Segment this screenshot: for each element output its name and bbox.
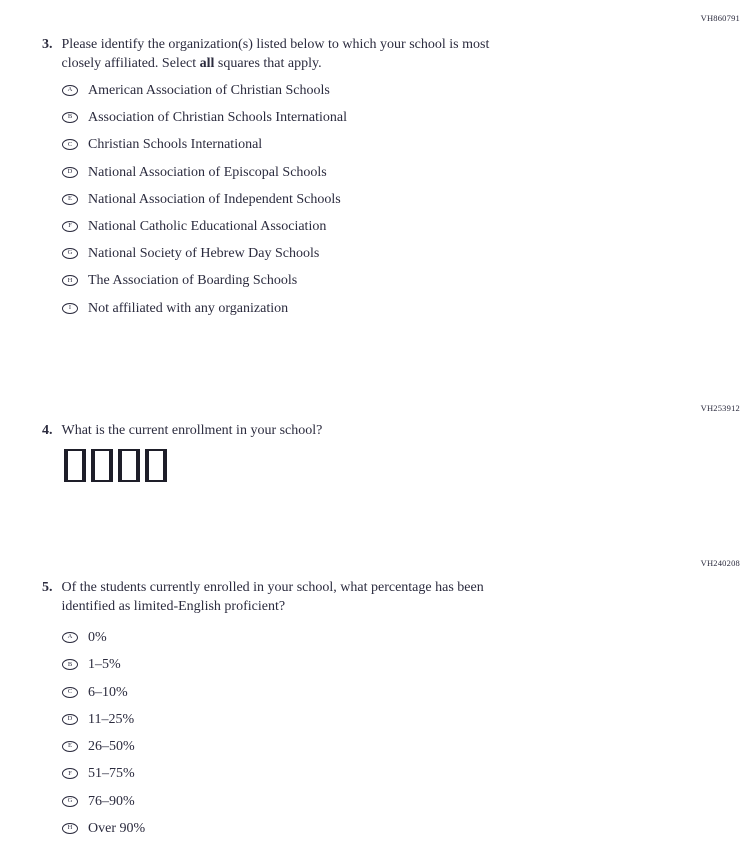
option-label: Not affiliated with any organization (88, 300, 289, 316)
answer-bubble[interactable] (62, 85, 78, 96)
bubble-letter: F (68, 221, 72, 229)
option-row (62, 191, 347, 208)
option-row (62, 218, 347, 235)
question-code-4: VH253912 (700, 403, 740, 413)
question-number: 3. (42, 37, 53, 52)
option-row (62, 684, 145, 701)
bubble-letter: C (67, 687, 73, 695)
option-label: National Association of Independent Schools (88, 191, 341, 207)
option-row (62, 272, 347, 289)
bubble-letter: C (67, 140, 73, 148)
option-label: 6–10% (88, 684, 128, 700)
question-5-options (62, 629, 145, 837)
answer-bubble[interactable] (62, 248, 78, 259)
bubble-letter: G (67, 796, 73, 804)
bubble-letter: A (67, 633, 73, 641)
digit-box[interactable] (64, 449, 86, 482)
option-label: National Association of Episcopal Schools (88, 164, 327, 180)
answer-bubble[interactable] (62, 632, 78, 643)
question-prompt (62, 578, 484, 616)
question-3-options (62, 82, 347, 317)
option-label: The Association of Boarding Schools (88, 273, 298, 289)
prompt-line-1: Please identify the organization(s) listed below to which your school is most (61, 37, 490, 52)
digit-box[interactable] (118, 449, 140, 482)
option-label: 76–90% (88, 793, 135, 809)
answer-bubble[interactable] (62, 768, 78, 779)
answer-bubble[interactable] (62, 823, 78, 834)
answer-bubble[interactable] (62, 221, 78, 232)
option-label: 26–50% (88, 739, 135, 755)
bubble-letter: E (68, 194, 72, 202)
bubble-letter: H (67, 276, 73, 284)
option-row (62, 136, 347, 153)
question-prompt (62, 421, 323, 440)
digit-box[interactable] (91, 449, 113, 482)
question-number: 4. (42, 423, 53, 438)
question-4 (42, 421, 322, 440)
option-label: Association of Christian Schools International (88, 110, 347, 126)
answer-bubble[interactable] (62, 714, 78, 725)
bubble-letter: E (68, 742, 72, 750)
option-row (62, 793, 145, 810)
option-row (62, 765, 145, 782)
prompt-line-1: Of the students currently enrolled in your school, what percentage has been (61, 580, 484, 595)
option-label: 0% (88, 630, 107, 645)
option-row (62, 245, 347, 262)
prompt-line-2c: squares that apply. (214, 56, 322, 71)
option-label: 1–5% (88, 657, 121, 673)
bubble-letter: A (67, 86, 73, 94)
question-5 (42, 578, 484, 616)
option-label: National Catholic Educational Association (88, 218, 327, 234)
bubble-letter: B (67, 660, 73, 668)
prompt-line-2: identified as limited-English proficient? (61, 599, 286, 614)
option-label: Christian Schools International (88, 137, 263, 153)
question-number: 5. (42, 580, 53, 595)
option-label: 11–25% (88, 711, 135, 727)
answer-bubble[interactable] (62, 194, 78, 205)
option-row (62, 300, 347, 317)
answer-bubble[interactable] (62, 687, 78, 698)
option-row (62, 164, 347, 181)
answer-bubble[interactable] (62, 112, 78, 123)
bubble-letter: D (67, 167, 73, 175)
option-row (62, 738, 145, 755)
bubble-letter: H (67, 824, 73, 832)
bubble-letter: F (68, 769, 72, 777)
answer-bubble[interactable] (62, 659, 78, 670)
prompt-bold-all: all (199, 56, 215, 71)
option-row (62, 629, 145, 646)
bubble-letter: I (68, 303, 72, 311)
question-code-3: VH860791 (700, 13, 740, 23)
answer-bubble[interactable] (62, 139, 78, 150)
option-row (62, 656, 145, 673)
prompt-line-1: What is the current enrollment in your school? (61, 423, 323, 438)
question-prompt (62, 35, 490, 73)
bubble-letter: G (67, 249, 73, 257)
option-row (62, 820, 145, 837)
option-label: National Society of Hebrew Day Schools (88, 246, 320, 262)
option-row (62, 109, 347, 126)
answer-bubble[interactable] (62, 741, 78, 752)
prompt-line-2a: closely affiliated. Select (61, 56, 200, 71)
digit-box[interactable] (145, 449, 167, 482)
answer-bubble[interactable] (62, 303, 78, 314)
bubble-letter: B (67, 113, 73, 121)
enrollment-digit-boxes (64, 449, 167, 482)
option-row (62, 82, 347, 99)
bubble-letter: D (67, 714, 73, 722)
option-row (62, 711, 145, 728)
answer-bubble[interactable] (62, 796, 78, 807)
answer-bubble[interactable] (62, 275, 78, 286)
option-label: 51–75% (88, 766, 135, 782)
answer-bubble[interactable] (62, 167, 78, 178)
option-label: Over 90% (88, 821, 146, 837)
option-label: American Association of Christian Schools (88, 83, 330, 98)
question-code-5: VH240208 (700, 558, 740, 568)
question-3 (42, 35, 489, 73)
